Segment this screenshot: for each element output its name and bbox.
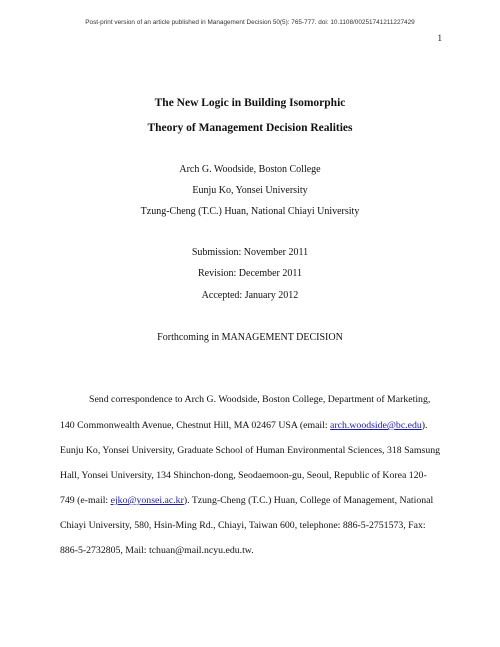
correspondence-line-5 — [60, 495, 440, 506]
running-head: Post-print version of an article published in Management Decision 50(5): 765-777. doi: 10.1108/00251741211227429 — [85, 19, 415, 26]
email-link-ko[interactable]: ejko@yonsei.ac.kr — [110, 495, 184, 506]
correspondence-line-7: 886-5-2732805, Mail: tchuan@mail.ncyu.edu.tw. — [60, 545, 254, 556]
forthcoming-note: Forthcoming in MANAGEMENT DECISION — [157, 332, 343, 343]
correspondence-line-5-pre: 749 (e-mail: — [60, 495, 111, 506]
correspondence-line-3: Eunju Ko, Yonsei University, Graduate School of Human Environmental Sciences, 318 Samsung — [60, 445, 441, 456]
correspondence-line-2 — [60, 420, 440, 431]
author-1: Arch G. Woodside, Boston College — [179, 164, 321, 175]
correspondence-line-6: Chiayi University, 580, Hsin-Ming Rd., Chiayi, Taiwan 600, telephone: 886-5-2751573, Fax: — [60, 520, 426, 531]
author-2: Eunju Ko, Yonsei University — [192, 185, 308, 196]
author-3: Tzung-Cheng (T.C.) Huan, National Chiayi University — [140, 206, 360, 217]
correspondence-line-4: Hall, Yonsei University, 134 Shinchon-dong, Seodaemoon-gu, Seoul, Republic of Korea 120- — [60, 470, 427, 481]
title-line-2: Theory of Management Decision Realities — [147, 122, 353, 134]
title-line-1: The New Logic in Building Isomorphic — [154, 97, 346, 109]
correspondence-line-1: Send correspondence to Arch G. Woodside, Boston College, Department of Marketing, — [89, 394, 431, 405]
revision-date: Revision: December 2011 — [197, 268, 303, 279]
page-number: 1 — [437, 33, 442, 43]
correspondence-line-2-pre: 140 Commonwealth Avenue, Chestnut Hill, MA 02467 USA (email: — [60, 420, 331, 431]
correspondence-line-5-post: ). Tzung-Cheng (T.C.) Huan, College of Management, National — [183, 495, 434, 506]
email-link-woodside[interactable]: arch.woodside@bc.edu — [330, 420, 422, 431]
correspondence-line-2-post: ). — [421, 420, 428, 431]
submission-date: Submission: November 2011 — [191, 247, 309, 258]
accepted-date: Accepted: January 2012 — [201, 290, 299, 301]
